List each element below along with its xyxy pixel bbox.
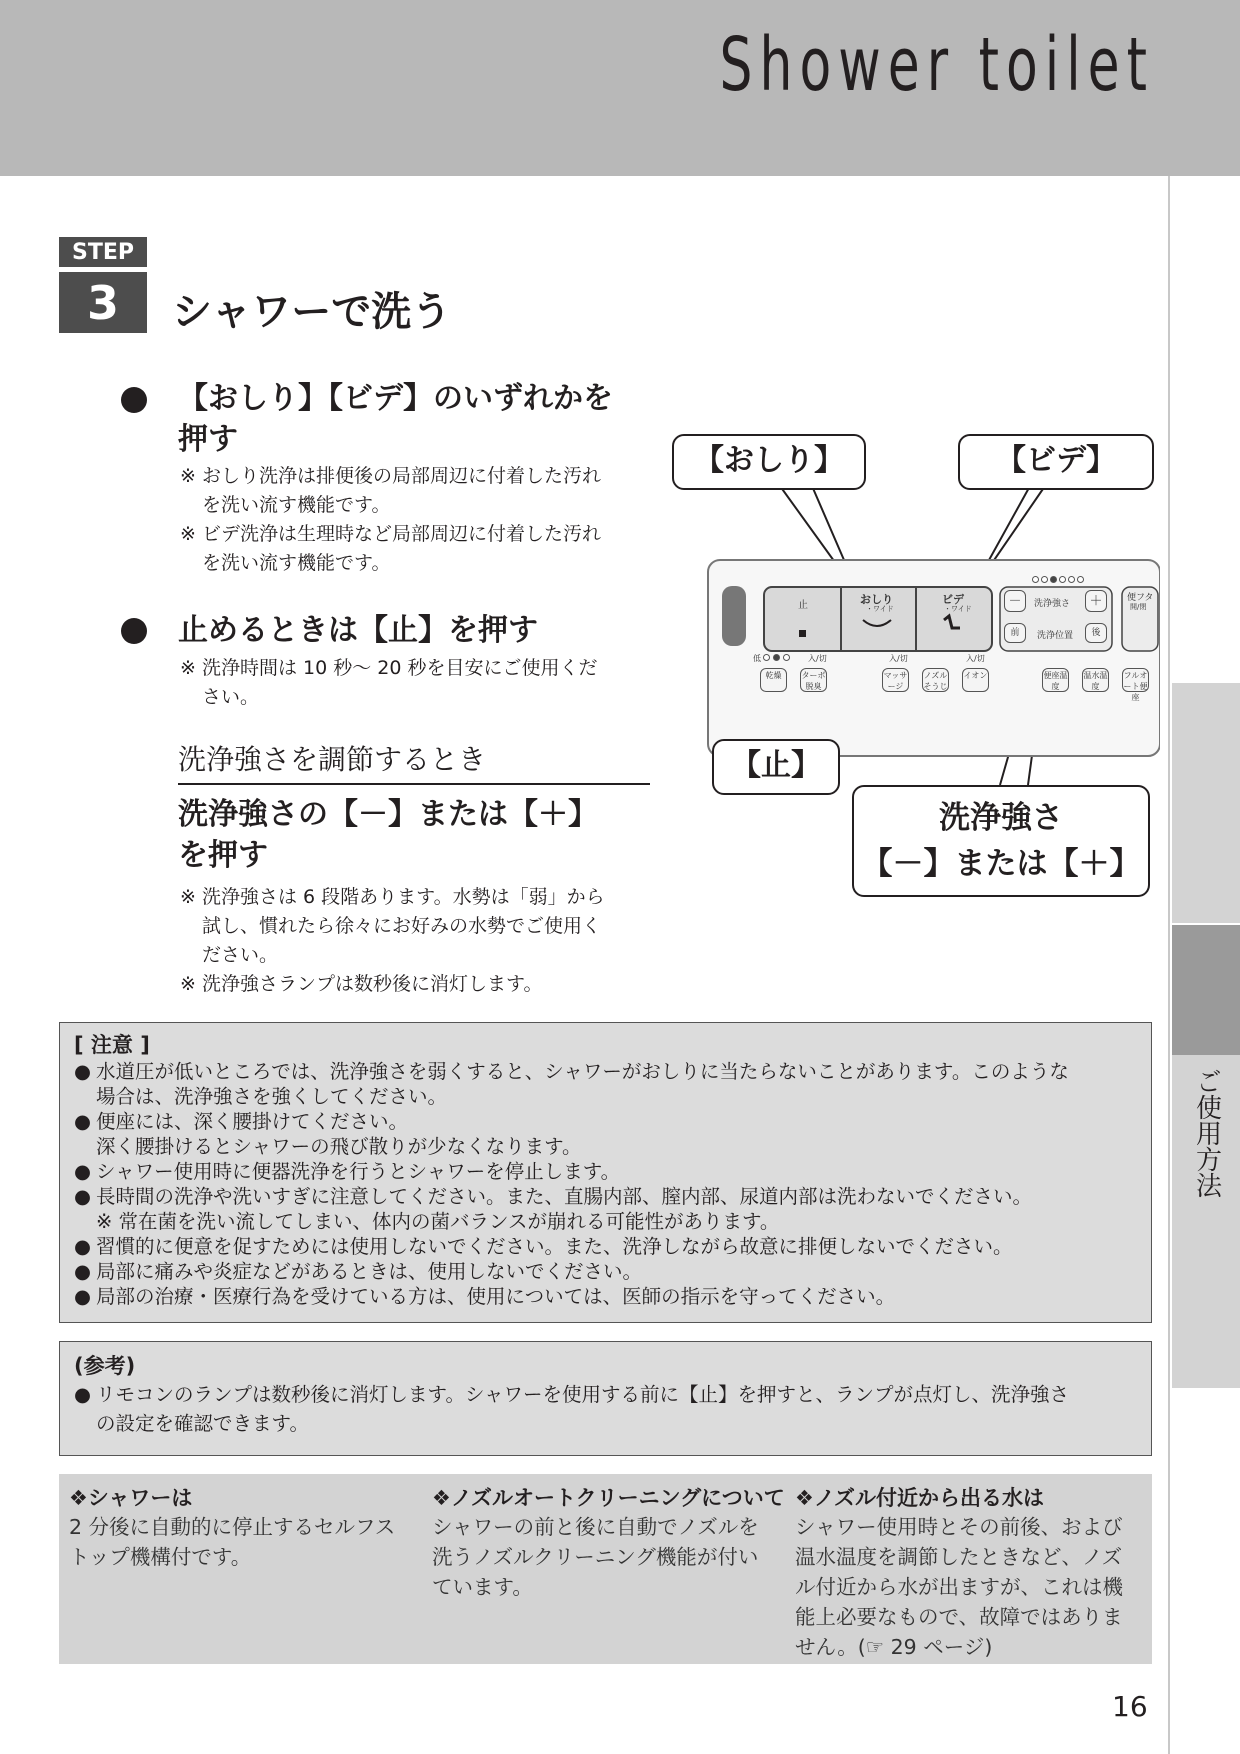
tip-nozzle-auto-clean [432,1484,785,1602]
reference-item-cont: の設定を確認できます。 [96,1412,309,1435]
dry-lamp [773,654,780,661]
massage-button[interactable]: マッサージ [882,668,909,692]
caution-item: ● 局部の治療・医療行為を受けている方は、使用については、医師の指示を守ってください。 [74,1285,896,1308]
side-tab-label[interactable]: ご使用方法 [1191,1068,1222,1198]
callout-bidet: 【ビデ】 [958,434,1154,490]
tip-line: シャワー使用時とその前後、および [795,1515,1123,1539]
tip-nozzle-water [795,1484,1145,1662]
section2-heading: 止めるときは【止】を押す [178,613,538,648]
nozzle-clean-button[interactable]: ノズルそうじ [922,668,949,692]
position-front-key[interactable]: 前 [1004,623,1026,643]
bullet-icon [121,618,147,644]
note-item: ※ ビデ洗浄は生理時など局部周辺に付着した汚れ [180,523,602,545]
tip-line: ル付近から水が出ますが、これは機 [795,1575,1123,1599]
section3-heading-line2: を押す [178,838,268,873]
bidet-key-sublabel: ・ワイド [944,605,972,613]
caution-item-cont: ※ 常在菌を洗い流してしまい、体内の菌バランスが崩れる可能性があります。 [96,1210,780,1233]
strength-lamp [1032,576,1039,583]
tip-title: ❖ノズルオートクリーニングについて [432,1486,785,1510]
section1-heading-line2: 押す [178,422,238,457]
tip-line: 能上必要なもので、故障ではありま [795,1605,1123,1629]
strength-minus-key[interactable]: － [1004,590,1026,612]
subsection-title: 洗浄強さを調節するとき [178,743,487,776]
callout-strength-line2: 【－】または【＋】 [861,846,1141,882]
tip-title: ❖ノズル付近から出る水は [795,1486,1044,1510]
dry-button[interactable]: 乾燥 [760,668,787,692]
ion-onoff-label: 入/切 [966,654,985,663]
bullet-icon [121,387,147,413]
reference-box [59,1341,1152,1456]
tip-line: 温水温度を調節したときなど、ノズ [795,1545,1123,1569]
section1-heading [178,378,613,460]
tip-line: 洗うノズルクリーニング機能が付い [432,1545,759,1569]
stop-lamp [799,630,806,637]
oshiri-key-label[interactable]: おしり [860,593,893,606]
brand-logo: Shower toilet [719,22,1154,108]
stop-key-label[interactable]: 止 [798,600,808,611]
caution-item: ● 習慣的に便意を促すためには使用しないでください。また、洗浄しながら故意に排便しないでください。 [74,1235,1013,1258]
note-item-cont: 試し、慣れたら徐々にお好みの水勢でご使用く [202,915,602,937]
position-back-key[interactable]: 後 [1085,623,1107,643]
tip-line: ています。 [432,1575,533,1599]
caution-title: [ 注意 ] [74,1033,150,1057]
caution-item: ● シャワー使用時に便器洗浄を行うとシャワーを停止します。 [74,1160,621,1183]
note-item: ※ 洗浄強さランプは数秒後に消灯します。 [180,973,543,995]
tip-line[interactable]: せん。(☞ 29 ページ) [795,1635,993,1659]
caution-item-cont: 深く腰掛けるとシャワーの飛び散りが少なくなります。 [96,1135,582,1158]
step-label: STEP [59,237,147,267]
position-key-label: 洗浄位置 [1037,631,1074,641]
massage-onoff-label: 入/切 [889,654,908,663]
section2-notes [180,654,650,712]
callout-strength [852,785,1150,897]
tip-line: 2 分後に自動的に停止するセルフス [69,1515,396,1539]
section1-heading-line1: 【おしり】【ビデ】のいずれかを [178,381,613,416]
note-item: ※ おしり洗浄は排便後の局部周辺に付着した汚れ [180,465,602,487]
caution-item: ● 便座には、深く腰掛けてください。 [74,1110,409,1133]
caution-item: ● 長時間の洗浄や洗いすぎに注意してください。また、直腸内部、膣内部、尿道内部は洗わないでください。 [74,1185,1033,1208]
side-tab-active [1172,925,1240,1055]
strength-lamp [1068,576,1075,583]
step-title: シャワーで洗う [172,289,452,335]
water-temp-button[interactable]: 温水温度 [1082,668,1109,692]
section3-heading [178,794,598,876]
note-item-cont: さい。 [202,686,260,708]
side-tab-top [1172,683,1240,923]
callout-oshiri: 【おしり】 [672,434,866,490]
tip-line: トップ機構付です。 [69,1545,252,1569]
lid-key-sublabel: 開/閉 [1130,603,1147,611]
subsection-rule [178,783,650,785]
full-auto-seat-button[interactable]: フルオート便座 [1122,668,1149,692]
caution-box [59,1022,1152,1323]
ion-button[interactable]: イオン [962,668,989,692]
section1-notes [180,462,650,578]
note-item-cont: ださい。 [202,944,279,966]
step-number: 3 [59,272,147,333]
strength-plus-key[interactable]: ＋ [1085,590,1107,612]
tip-line: シャワーの前と後に自動でノズルを [432,1515,759,1539]
bidet-key-label[interactable]: ビデ [942,593,964,606]
note-item-cont: を洗い流す機能です。 [202,552,391,574]
callout-strength-line1: 洗浄強さ [939,800,1063,836]
caution-item-cont: 場合は、洗浄強さを強くしてください。 [96,1085,448,1108]
tips-box [59,1474,1152,1664]
page-number: 16 [1112,1690,1148,1723]
seat-temp-button[interactable]: 便座温度 [1042,668,1069,692]
strength-key-label: 洗浄強さ [1034,599,1071,609]
strength-lamp [1059,576,1066,583]
remote-sensor [722,586,746,646]
low-label: 低 [753,654,761,663]
tip-shower [69,1484,409,1572]
reference-title: (参考) [74,1354,136,1378]
note-item-cont: を洗い流す機能です。 [202,494,391,516]
tip-title: ❖シャワーは [69,1486,193,1510]
strength-lamp [1041,576,1048,583]
strength-lamp [1050,576,1057,583]
oshiri-key-sublabel: ・ワイド [866,605,894,613]
caution-item: ● 水道圧が低いところでは、洗浄強さを弱くすると、シャワーがおしりに当たらないことがあります。このような [74,1060,1069,1083]
section3-heading-line1: 洗浄強さの【－】または【＋】 [178,797,598,832]
lid-key-label[interactable]: 便フタ [1127,593,1154,603]
turbo-deodorize-button[interactable]: ターボ脱臭 [800,668,827,692]
dry-lamp [783,654,790,661]
note-item: ※ 洗浄強さは 6 段階あります。水勢は「弱」から [180,886,605,908]
section3-notes [180,883,650,999]
caution-item: ● 局部に痛みや炎症などがあるときは、使用しないでください。 [74,1260,643,1283]
dry-lamp [763,654,770,661]
margin-rule [1168,176,1170,1754]
strength-lamp [1077,576,1084,583]
reference-item: ● リモコンのランプは数秒後に消灯します。シャワーを使用する前に【止】を押すと、ランプが点灯し、洗浄強さ [74,1383,1070,1406]
note-item: ※ 洗浄時間は 10 秒～ 20 秒を目安にご使用くだ [180,657,598,679]
callout-stop: 【止】 [712,739,840,795]
turbo-onoff-label: 入/切 [808,654,827,663]
